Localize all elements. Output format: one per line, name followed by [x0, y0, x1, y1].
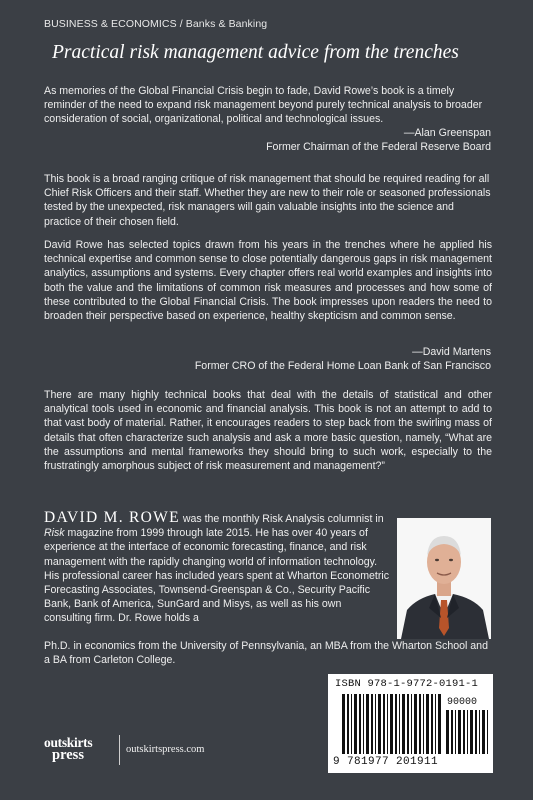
quote-author-role: Former Chairman of the Federal Reserve Board	[266, 141, 491, 154]
martens-quote-paragraph-1: This book is a broad ranging critique of risk management that should be required reading for all Chief Risk Officers and their staff. Whether they are new to their role or seasoned professionals tested by the unexpected, risk managers will gain valuable insights into the science and practice of their chosen field.	[44, 173, 491, 228]
barcode-bar	[475, 710, 477, 754]
barcode-bar	[487, 710, 488, 754]
publisher-block	[44, 732, 204, 768]
quote-author: —Alan Greenspan	[403, 127, 491, 139]
price-addon-bars	[446, 710, 488, 754]
greenspan-attribution	[266, 126, 491, 154]
magazine-name: Risk	[44, 527, 65, 540]
barcode-bar	[399, 694, 400, 754]
barcode-bar	[402, 694, 405, 754]
barcode-bar	[451, 710, 453, 754]
barcode-bar	[411, 694, 412, 754]
barcode-bar	[438, 694, 441, 754]
barcode-bar	[354, 694, 357, 754]
author-portrait-image	[397, 518, 491, 639]
barcode-bar	[479, 710, 480, 754]
ean-digits: 9 781977 201911	[333, 756, 439, 768]
barcode-bar	[390, 694, 393, 754]
publisher-url[interactable]: outskirtspress.com	[126, 744, 205, 755]
book-description: There are many highly technical books that deal with the details of statistical and other analytical tools used in economic and financial analysis. This book is not an attempt to add to that vast body of material. Rather, it encourages readers to step back from the swirling mass of details that often characterize such analysis and ask a more basic question, namely, “What are the assumptions and mental frameworks they should bring to such work, especially to the frustratingly amorphous subject of risk measurement and management?”	[44, 389, 492, 473]
tagline: Practical risk management advice from the trenches	[52, 42, 459, 63]
publisher-logo: outskirts press	[44, 735, 93, 763]
greenspan-quote: As memories of the Global Financial Crisis begin to fade, David Rowe’s book is a timely reminder of the need to expand risk management beyond purely technical analysis to broader consideration of social, organizational, political and technological issues.	[44, 85, 483, 126]
barcode-bar	[387, 694, 388, 754]
price-code: 90000	[447, 697, 478, 708]
barcode-bar	[375, 694, 376, 754]
barcode-bar	[414, 694, 417, 754]
barcode-bar	[419, 694, 421, 754]
barcode-bar	[371, 694, 373, 754]
ean-barcode-bars	[342, 694, 442, 754]
barcode-bar	[458, 710, 461, 754]
isbn-barcode	[328, 674, 493, 773]
author-bio-continued: Ph.D. in economics from the University of Pennsylvania, an MBA from the Wharton School and a BA from Carleton College.	[44, 640, 488, 667]
barcode-bar	[431, 694, 433, 754]
martens-quote-paragraph-2: David Rowe has selected topics drawn from his years in the trenches where he applied his technical expertise and common sense to close potentially dangerous gaps in risk management analytics, assumptions and systems. Every chapter offers real world examples and insights into both the value and the limitations of common risk measures and processes and how some of these contributed to the Global Financial Crisis. The book impresses upon readers the need to broaden their perspective based on experience, healthy skepticism and common sense.	[44, 239, 492, 323]
barcode-bar	[347, 694, 349, 754]
barcode-bar	[395, 694, 397, 754]
barcode-bar	[426, 694, 429, 754]
author-bio: DAVID M. ROWE was the monthly Risk Analysis columnist in Risk magazine from 1999 through late 2015. He has over 40 years of experience at the interface of economic forecasting, finance, and risk management with the rapidly changing world of information technology. His professional career has included years spent at Wharton Econometric Forecasting Associates, Townsend-Greenspan & Co., Security Pacific Bank, Bank of America, SunGard and Misys, as well as his own consulting firm. Dr. Rowe holds a	[44, 509, 390, 625]
barcode-bar	[378, 694, 381, 754]
author-photo	[397, 518, 491, 639]
barcode-bar	[455, 710, 456, 754]
barcode-bar	[463, 710, 465, 754]
isbn-number: ISBN 978-1-9772-0191-1	[335, 678, 479, 690]
barcode-bar	[366, 694, 369, 754]
quote-author: —David Martens	[412, 346, 491, 358]
barcode-bar	[383, 694, 385, 754]
barcode-bar	[351, 694, 352, 754]
barcode-bar	[467, 710, 468, 754]
barcode-bar	[359, 694, 361, 754]
barcode-bar	[435, 694, 436, 754]
barcode-bar	[342, 694, 345, 754]
book-category: BUSINESS & ECONOMICS / Banks & Banking	[44, 18, 268, 30]
barcode-bar	[407, 694, 409, 754]
martens-attribution	[195, 345, 491, 373]
quote-author-role: Former CRO of the Federal Home Loan Bank of San Francisco	[194, 360, 491, 373]
barcode-bar	[423, 694, 424, 754]
author-name: DAVID M. ROWE	[44, 509, 180, 526]
publisher-divider	[119, 735, 120, 765]
barcode-bar	[363, 694, 364, 754]
barcode-bar	[470, 710, 473, 754]
barcode-bar	[482, 710, 485, 754]
barcode-bar	[446, 710, 449, 754]
